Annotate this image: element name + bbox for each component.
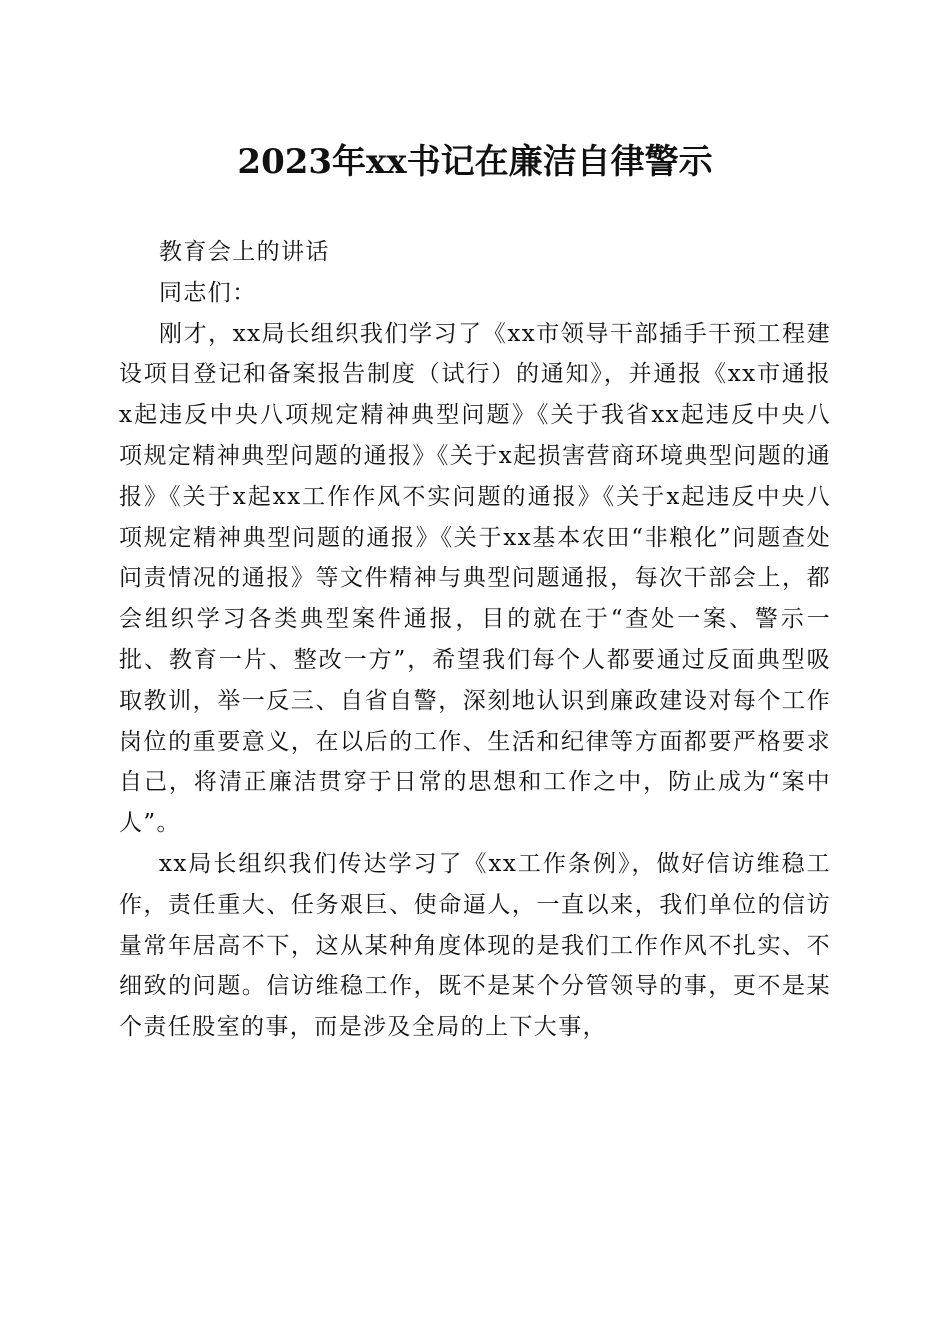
document-title: 2023年xx书记在廉洁自律警示 [237, 142, 713, 182]
salutation-paragraph: 同志们： [159, 279, 257, 306]
body-paragraph-1: 刚才，xx局长组织我们学习了《xx市领导干部插手干预工程建设项目登记和备案报告制度（试行）的通知》，并通报《xx市通报x起违反中央八项规定精神典型问题》《关于我省xx起违反中央八项规定精神典型问题的通报》《关于x起损害营商环境典型问题的通报》《关于x起xx工作作风不实问题的通报》《关于x起违反中央八项规定精神典型问题的通报》《关于xx基本农田“非粮化”问题查处问责情况的通报》等文件精神与典型问题通报，每次干部会上，都会组织学习各类典型案件通报，目的就在于“查处一案、警示一批、教育一片、整改一方”，希望我们每个人都要通过反面典型吸取教训，举一反三、自省自警，深刻地认识到廉政建设对每个工作岗位的重要意义，在以后的工作、生活和纪律等方面都要严格要求自己，将清正廉洁贯穿于日常的思想和工作之中，防止成为“案中人”。 [119, 320, 831, 837]
subtitle-paragraph: 教育会上的讲话 [159, 239, 330, 265]
document-body [119, 232, 831, 1048]
body-paragraph-2: xx局长组织我们传达学习了《xx工作条例》，做好信访维稳工作，责任重大、任务艰巨、使命逼人，一直以来，我们单位的信访量常年居高不下，这从某种角度体现的是我们工作作风不扎实、不细致的问题。信访维稳工作，既不是某个分管领导的事，更不是某个责任股室的事，而是涉及全局的上下大事， [119, 850, 831, 1041]
